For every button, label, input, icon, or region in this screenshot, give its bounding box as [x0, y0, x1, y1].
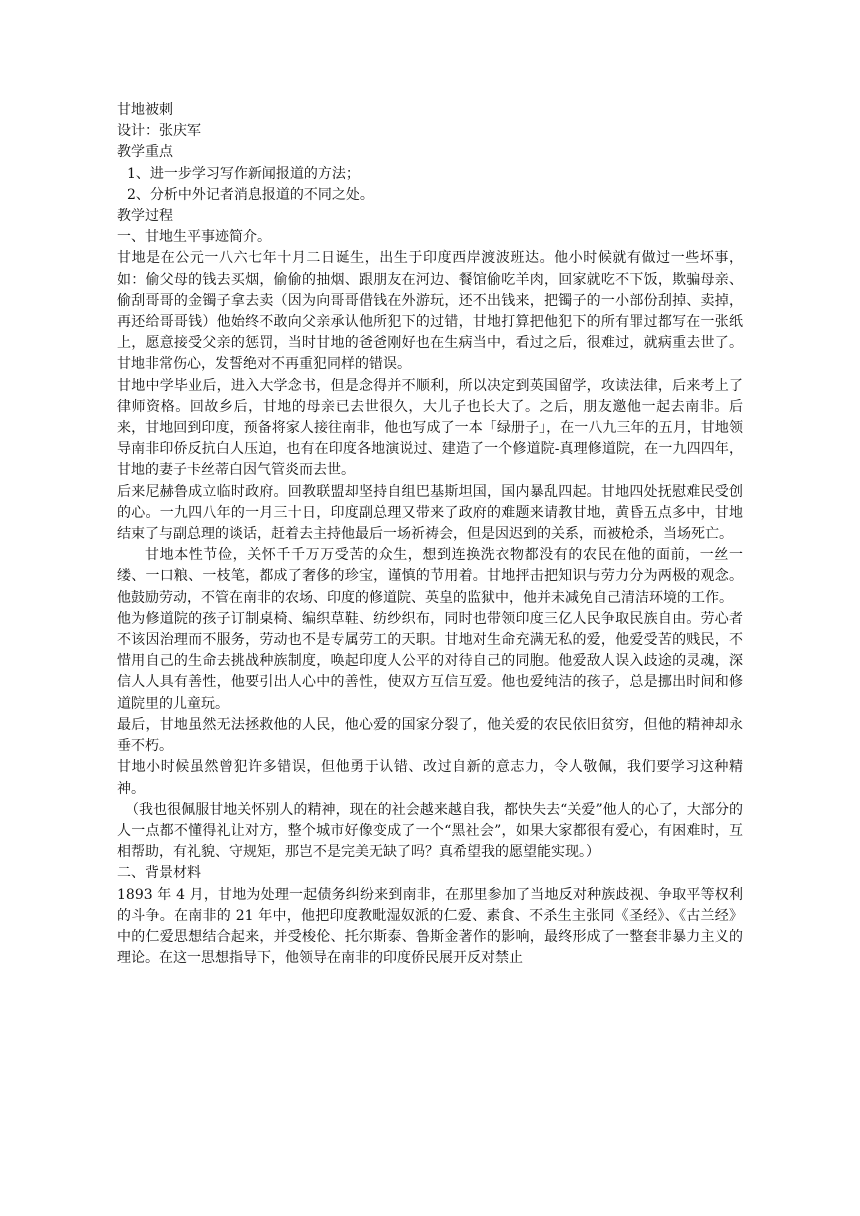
teaching-process-heading: 教学过程	[117, 208, 173, 225]
paragraph: （我也很佩服甘地关怀别人的精神，现在的社会越来越自我，都快失去“关爱”他人的心了，大部分的人一点都不懂得礼让对方，整个城市好像变成了一个“黑社会”，如果大家都很有爱心，有困难时，互相帮助，有礼貌、守规矩，那岂不是完美无缺了吗？真希望我的愿望能实现。）	[117, 801, 743, 861]
section-heading: 一、甘地生平事迹简介。	[117, 229, 271, 246]
paragraph: 1893 年 4 月，甘地为处理一起债务纠纷来到南非，在那里参加了当地反对种族歧视、争取平等权利的斗争。在南非的 21 年中，他把印度教毗湿奴派的仁爱、素食、不杀生主张同《圣经》、《古兰经》中的仁爱思想结合起来，并受梭伦、托尔斯泰、鲁斯金著作的影响，最终形成了一整套非暴力主义的理论。在这一思想指导下，他领导在南非的印度侨民展开反对禁止	[117, 886, 743, 967]
paragraph: 甘地中学毕业后，进入大学念书，但是念得并不顺利，所以决定到英国留学，攻读法律，后来考上了律师资格。回故乡后，甘地的母亲已去世很久，大儿子也长大了。之后，朋友邀他一起去南非。后来，甘地回到印度，预备将家人接往南非，他也写成了一本「绿册子」，在一八九三年的五月，甘地领导南非印侨反抗白人压迫，也有在印度各地演说过、建造了一个修道院-真理修道院，在一九四四年，甘地的妻子卡丝蒂白因气管炎而去世。	[117, 377, 743, 479]
paragraph: 他为修道院的孩子订制桌椅、编织草鞋、纺纱织布，同时也带领印度三亿人民争取民族自由。劳心者不该因治理而不服务，劳动也不是专属劳工的天职。甘地对生命充满无私的爱，他爱受苦的贱民，不惜用自己的生命去挑战种族制度，唤起印度人公平的对待自己的同胞。他爱敌人误入歧途的灵魂，深信人人具有善性，他要引出人心中的善性，使双方互信互爱。他也爱纯洁的孩子，总是挪出时间和修道院里的儿童玩。	[117, 610, 743, 712]
paragraph: 后来尼赫鲁成立临时政府。回教联盟却坚持自组巴基斯坦国，国内暴乱四起。甘地四处抚慰难民受创的心。一九四八年的一月三十日，印度副总理又带来了政府的难题来请教甘地，黄昏五点多中，甘地结束了与副总理的谈话，赶着去主持他最后一场祈祷会，但是因迟到的关系，而被枪杀，当场死亡。	[117, 483, 743, 543]
teaching-focus-item: 2、分析中外记者消息报道的不同之处。	[127, 186, 374, 203]
paragraph: 甘地本性节俭，关怀千千万万受苦的众生，想到连换洗衣物都没有的农民在他的面前，一丝一缕、一口粮、一枝笔，都成了奢侈的珍宝，谨慎的节用着。甘地抨击把知识与劳力分为两极的观念。他鼓励劳动，不管在南非的农场、印度的修道院、英皇的监狱中，他并未减免自己清洁环境的工作。	[117, 547, 743, 606]
document-page	[117, 100, 743, 969]
paragraph: 最后，甘地虽然无法拯救他的人民，他心爱的国家分裂了，他关爱的农民依旧贫穷，但他的精神却永垂不朽。	[117, 716, 743, 755]
teaching-focus-item: 1、进一步学习写作新闻报道的方法；	[127, 165, 360, 182]
document-title: 甘地被刺	[117, 102, 173, 118]
teaching-focus-heading: 教学重点	[117, 144, 173, 161]
paragraph: 甘地是在公元一八六七年十月二日诞生，出生于印度西岸渡波班达。他小时候就有做过一些坏事，如：偷父母的钱去买烟，偷偷的抽烟、跟朋友在河边、餐馆偷吃羊肉，回家就吃不下饭，欺骗母亲、偷刮哥哥的金镯子拿去卖（因为向哥哥借钱在外游玩，还不出钱来，把镯子的一小部份刮掉、卖掉，再还给哥哥钱）他始终不敢向父亲承认他所犯下的过错，甘地打算把他犯下的所有罪过都写在一张纸上，愿意接受父亲的惩罚，当时甘地的爸爸刚好也在生病当中，看过之后，很难过，就病重去世了。甘地非常伤心，发誓绝对不再重犯同样的错误。	[117, 250, 743, 373]
designer-line: 设计：张庆军	[117, 123, 201, 140]
paragraph: 甘地小时候虽然曾犯许多错误，但他勇于认错、改过自新的意志力，令人敬佩，我们要学习这种精神。	[117, 759, 743, 797]
section-heading: 二、背景材料	[117, 865, 201, 882]
